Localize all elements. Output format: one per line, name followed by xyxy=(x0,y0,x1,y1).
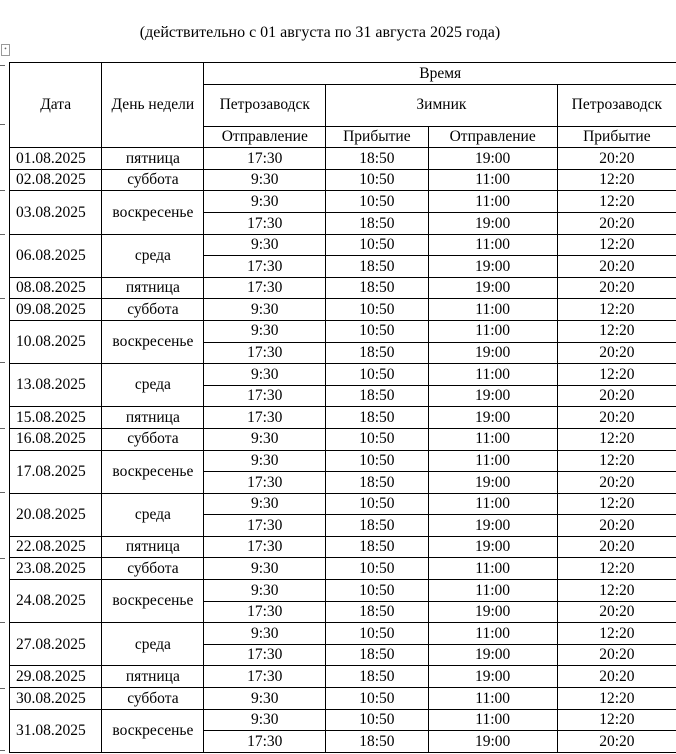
date-cell: 20.08.2025 xyxy=(10,493,102,536)
date-cell: 13.08.2025 xyxy=(10,364,102,407)
time-arrival-petrozavodsk: 12:20 xyxy=(557,169,676,191)
time-departure-zimnik: 19:00 xyxy=(428,277,557,299)
time-departure-petrozavodsk: 17:30 xyxy=(204,472,326,494)
schedule-table xyxy=(9,62,676,753)
table-row xyxy=(10,688,676,710)
date-cell: 08.08.2025 xyxy=(10,277,102,299)
time-arrival-zimnik: 18:50 xyxy=(326,407,428,429)
time-departure-petrozavodsk: 9:30 xyxy=(204,450,326,472)
time-departure-zimnik: 19:00 xyxy=(428,256,557,278)
date-cell: 16.08.2025 xyxy=(10,428,102,450)
time-departure-zimnik: 11:00 xyxy=(428,169,557,191)
time-departure-petrozavodsk: 9:30 xyxy=(204,299,326,321)
time-arrival-petrozavodsk: 20:20 xyxy=(557,666,676,688)
time-arrival-zimnik: 10:50 xyxy=(326,558,428,580)
time-departure-petrozavodsk: 9:30 xyxy=(204,580,326,602)
time-departure-petrozavodsk: 17:30 xyxy=(204,601,326,623)
table-row xyxy=(10,234,676,256)
time-arrival-zimnik: 10:50 xyxy=(326,688,428,710)
time-departure-zimnik: 11:00 xyxy=(428,558,557,580)
header-arrival-zimnik: Прибытие xyxy=(326,126,428,148)
weekday-cell: пятница xyxy=(102,148,204,170)
time-arrival-petrozavodsk: 20:20 xyxy=(557,277,676,299)
time-departure-petrozavodsk: 9:30 xyxy=(204,364,326,386)
date-cell: 09.08.2025 xyxy=(10,299,102,321)
time-arrival-petrozavodsk: 12:20 xyxy=(557,688,676,710)
weekday-cell: среда xyxy=(102,234,204,277)
date-cell: 24.08.2025 xyxy=(10,580,102,623)
time-departure-petrozavodsk: 17:30 xyxy=(204,407,326,429)
time-departure-petrozavodsk: 9:30 xyxy=(204,320,326,342)
time-arrival-zimnik: 10:50 xyxy=(326,364,428,386)
date-cell: 22.08.2025 xyxy=(10,536,102,558)
time-arrival-zimnik: 10:50 xyxy=(326,580,428,602)
time-arrival-zimnik: 18:50 xyxy=(326,212,428,234)
time-departure-zimnik: 19:00 xyxy=(428,148,557,170)
weekday-cell: воскресенье xyxy=(102,320,204,363)
date-cell: 29.08.2025 xyxy=(10,666,102,688)
time-arrival-petrozavodsk: 12:20 xyxy=(557,623,676,645)
time-arrival-zimnik: 18:50 xyxy=(326,515,428,537)
time-departure-petrozavodsk: 17:30 xyxy=(204,277,326,299)
date-cell: 17.08.2025 xyxy=(10,450,102,493)
table-row xyxy=(10,407,676,429)
table-row xyxy=(10,428,676,450)
date-cell: 15.08.2025 xyxy=(10,407,102,429)
table-row xyxy=(10,493,676,515)
date-cell: 06.08.2025 xyxy=(10,234,102,277)
table-row xyxy=(10,666,676,688)
time-arrival-petrozavodsk: 12:20 xyxy=(557,493,676,515)
time-departure-petrozavodsk: 17:30 xyxy=(204,212,326,234)
table-row xyxy=(10,558,676,580)
anchor-marker-icon[interactable]: • xyxy=(1,44,10,56)
time-departure-petrozavodsk: 9:30 xyxy=(204,234,326,256)
time-departure-petrozavodsk: 9:30 xyxy=(204,558,326,580)
header-date: Дата xyxy=(10,63,102,148)
date-cell: 30.08.2025 xyxy=(10,688,102,710)
time-arrival-petrozavodsk: 20:20 xyxy=(557,472,676,494)
table-row xyxy=(10,580,676,602)
time-departure-zimnik: 19:00 xyxy=(428,385,557,407)
time-departure-zimnik: 11:00 xyxy=(428,688,557,710)
time-departure-petrozavodsk: 9:30 xyxy=(204,191,326,213)
weekday-cell: среда xyxy=(102,623,204,666)
time-departure-petrozavodsk: 17:30 xyxy=(204,666,326,688)
time-arrival-petrozavodsk: 12:20 xyxy=(557,234,676,256)
time-departure-zimnik: 19:00 xyxy=(428,644,557,666)
time-departure-petrozavodsk: 17:30 xyxy=(204,342,326,364)
time-arrival-petrozavodsk: 20:20 xyxy=(557,385,676,407)
time-departure-petrozavodsk: 17:30 xyxy=(204,148,326,170)
time-departure-zimnik: 19:00 xyxy=(428,515,557,537)
weekday-cell: пятница xyxy=(102,277,204,299)
time-arrival-petrozavodsk: 12:20 xyxy=(557,450,676,472)
time-arrival-zimnik: 10:50 xyxy=(326,234,428,256)
schedule-caption: (действительно с 01 августа по 31 августа 2025 года) xyxy=(139,24,501,41)
time-departure-petrozavodsk: 9:30 xyxy=(204,623,326,645)
table-row xyxy=(10,148,676,170)
weekday-cell: среда xyxy=(102,493,204,536)
time-departure-zimnik: 19:00 xyxy=(428,536,557,558)
weekday-cell: суббота xyxy=(102,558,204,580)
time-arrival-petrozavodsk: 20:20 xyxy=(557,536,676,558)
weekday-cell: пятница xyxy=(102,407,204,429)
time-departure-zimnik: 11:00 xyxy=(428,493,557,515)
time-arrival-zimnik: 18:50 xyxy=(326,385,428,407)
header-time: Время xyxy=(204,63,676,85)
time-arrival-zimnik: 10:50 xyxy=(326,191,428,213)
header-stop-petrozavodsk-end: Петрозаводск xyxy=(557,84,676,126)
table-row xyxy=(10,623,676,645)
time-departure-petrozavodsk: 9:30 xyxy=(204,709,326,731)
time-departure-petrozavodsk: 17:30 xyxy=(204,731,326,753)
table-row xyxy=(10,169,676,191)
header-arrival-petrozavodsk: Прибытие xyxy=(557,126,676,148)
date-cell: 01.08.2025 xyxy=(10,148,102,170)
header-weekday: День недели xyxy=(102,63,204,148)
time-arrival-petrozavodsk: 20:20 xyxy=(557,601,676,623)
table-row xyxy=(10,450,676,472)
time-arrival-petrozavodsk: 20:20 xyxy=(557,256,676,278)
time-departure-petrozavodsk: 17:30 xyxy=(204,256,326,278)
time-arrival-petrozavodsk: 20:20 xyxy=(557,148,676,170)
time-departure-petrozavodsk: 9:30 xyxy=(204,169,326,191)
time-arrival-zimnik: 18:50 xyxy=(326,644,428,666)
date-cell: 03.08.2025 xyxy=(10,191,102,234)
weekday-cell: воскресенье xyxy=(102,450,204,493)
time-departure-zimnik: 19:00 xyxy=(428,342,557,364)
weekday-cell: суббота xyxy=(102,688,204,710)
time-departure-zimnik: 11:00 xyxy=(428,709,557,731)
time-arrival-petrozavodsk: 12:20 xyxy=(557,580,676,602)
time-departure-zimnik: 11:00 xyxy=(428,320,557,342)
weekday-cell: воскресенье xyxy=(102,191,204,234)
time-arrival-zimnik: 18:50 xyxy=(326,472,428,494)
time-departure-zimnik: 19:00 xyxy=(428,472,557,494)
header-stop-petrozavodsk-start: Петрозаводск xyxy=(204,84,326,126)
time-departure-zimnik: 11:00 xyxy=(428,623,557,645)
time-arrival-zimnik: 18:50 xyxy=(326,277,428,299)
time-arrival-zimnik: 10:50 xyxy=(326,428,428,450)
time-arrival-zimnik: 18:50 xyxy=(326,536,428,558)
time-departure-zimnik: 11:00 xyxy=(428,234,557,256)
time-arrival-petrozavodsk: 12:20 xyxy=(557,364,676,386)
time-arrival-petrozavodsk: 20:20 xyxy=(557,731,676,753)
time-departure-petrozavodsk: 9:30 xyxy=(204,493,326,515)
time-departure-zimnik: 19:00 xyxy=(428,666,557,688)
weekday-cell: среда xyxy=(102,364,204,407)
time-arrival-zimnik: 18:50 xyxy=(326,342,428,364)
time-arrival-petrozavodsk: 12:20 xyxy=(557,709,676,731)
time-departure-zimnik: 11:00 xyxy=(428,191,557,213)
time-departure-zimnik: 11:00 xyxy=(428,450,557,472)
time-arrival-zimnik: 18:50 xyxy=(326,666,428,688)
table-row xyxy=(10,536,676,558)
time-departure-zimnik: 11:00 xyxy=(428,428,557,450)
table-row xyxy=(10,277,676,299)
header-stop-zimnik: Зимник xyxy=(326,84,558,126)
time-departure-zimnik: 11:00 xyxy=(428,299,557,321)
time-arrival-zimnik: 10:50 xyxy=(326,623,428,645)
weekday-cell: воскресенье xyxy=(102,580,204,623)
time-arrival-zimnik: 18:50 xyxy=(326,731,428,753)
weekday-cell: суббота xyxy=(102,169,204,191)
header-departure-zimnik: Отправление xyxy=(428,126,557,148)
left-ruler xyxy=(0,62,6,752)
time-arrival-petrozavodsk: 12:20 xyxy=(557,558,676,580)
time-arrival-zimnik: 10:50 xyxy=(326,299,428,321)
date-cell: 02.08.2025 xyxy=(10,169,102,191)
schedule-body xyxy=(10,148,676,753)
date-cell: 10.08.2025 xyxy=(10,320,102,363)
time-departure-zimnik: 11:00 xyxy=(428,580,557,602)
weekday-cell: суббота xyxy=(102,428,204,450)
time-arrival-zimnik: 18:50 xyxy=(326,601,428,623)
weekday-cell: воскресенье xyxy=(102,709,204,752)
table-row xyxy=(10,191,676,213)
date-cell: 31.08.2025 xyxy=(10,709,102,752)
time-departure-zimnik: 19:00 xyxy=(428,212,557,234)
time-arrival-petrozavodsk: 20:20 xyxy=(557,212,676,234)
weekday-cell: пятница xyxy=(102,666,204,688)
time-departure-petrozavodsk: 9:30 xyxy=(204,688,326,710)
time-departure-zimnik: 19:00 xyxy=(428,407,557,429)
table-row xyxy=(10,299,676,321)
time-departure-zimnik: 19:00 xyxy=(428,601,557,623)
time-arrival-zimnik: 18:50 xyxy=(326,256,428,278)
header-departure-petrozavodsk: Отправление xyxy=(204,126,326,148)
weekday-cell: пятница xyxy=(102,536,204,558)
time-arrival-zimnik: 10:50 xyxy=(326,493,428,515)
time-arrival-petrozavodsk: 12:20 xyxy=(557,299,676,321)
date-cell: 27.08.2025 xyxy=(10,623,102,666)
time-arrival-zimnik: 10:50 xyxy=(326,709,428,731)
time-departure-zimnik: 19:00 xyxy=(428,731,557,753)
time-departure-petrozavodsk: 17:30 xyxy=(204,536,326,558)
time-arrival-petrozavodsk: 12:20 xyxy=(557,428,676,450)
weekday-cell: суббота xyxy=(102,299,204,321)
time-arrival-zimnik: 10:50 xyxy=(326,320,428,342)
time-departure-petrozavodsk: 17:30 xyxy=(204,385,326,407)
time-arrival-petrozavodsk: 20:20 xyxy=(557,644,676,666)
time-arrival-zimnik: 10:50 xyxy=(326,450,428,472)
time-arrival-petrozavodsk: 20:20 xyxy=(557,515,676,537)
time-arrival-zimnik: 10:50 xyxy=(326,169,428,191)
table-row xyxy=(10,364,676,386)
time-departure-petrozavodsk: 17:30 xyxy=(204,644,326,666)
time-arrival-zimnik: 18:50 xyxy=(326,148,428,170)
time-departure-petrozavodsk: 9:30 xyxy=(204,428,326,450)
time-arrival-petrozavodsk: 20:20 xyxy=(557,407,676,429)
time-departure-zimnik: 11:00 xyxy=(428,364,557,386)
table-row xyxy=(10,709,676,731)
date-cell: 23.08.2025 xyxy=(10,558,102,580)
time-arrival-petrozavodsk: 12:20 xyxy=(557,320,676,342)
table-row xyxy=(10,320,676,342)
time-arrival-petrozavodsk: 20:20 xyxy=(557,342,676,364)
time-departure-petrozavodsk: 17:30 xyxy=(204,515,326,537)
time-arrival-petrozavodsk: 12:20 xyxy=(557,191,676,213)
